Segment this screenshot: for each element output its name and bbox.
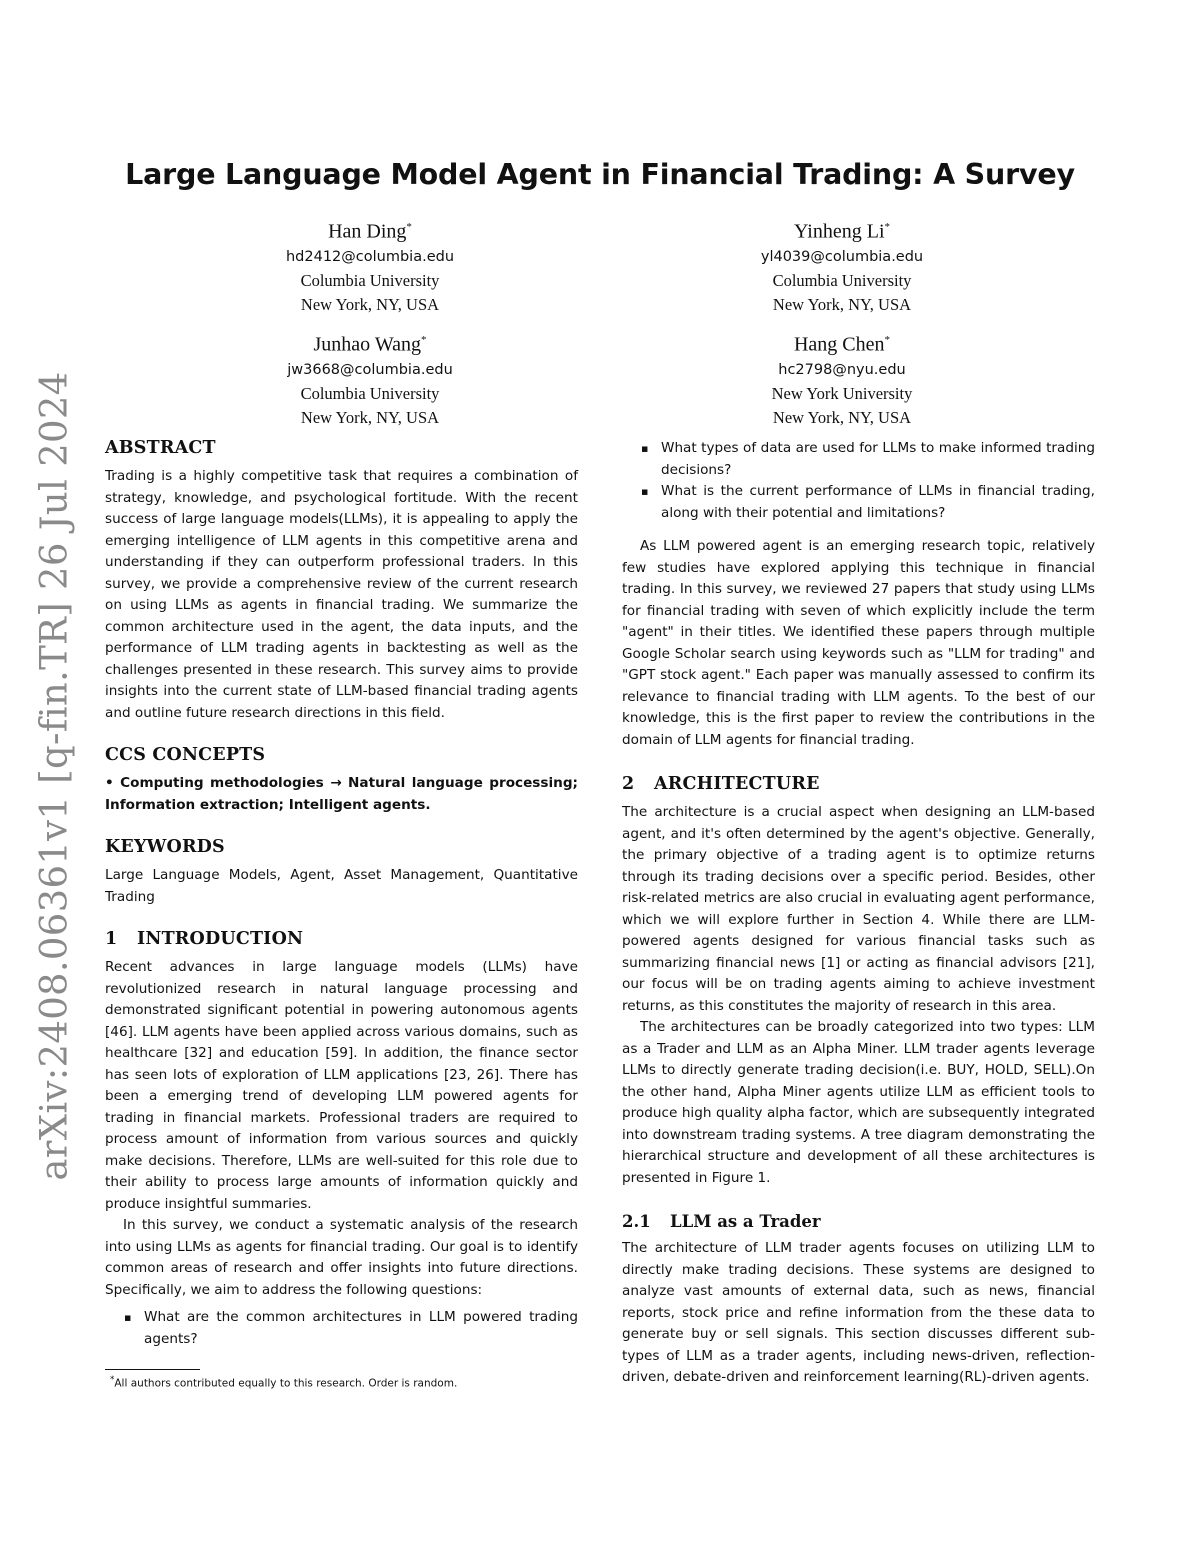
author-affiliation: Columbia University <box>772 271 912 291</box>
author-location: New York, NY, USA <box>300 407 440 427</box>
author-name: Hang Chen <box>793 333 885 356</box>
author-affiliation: Columbia University <box>300 384 440 404</box>
author-location: New York, NY, USA <box>772 294 912 314</box>
introduction-paragraph-3: As LLM powered agent is an emerging research topic, relatively few studies have explored applying this technique in financial trading. In this survey, we reviewed 27 papers that study using LLMs for financial trading with seven of which explicitly include the term "agent" in their titles. We identified these papers through multiple Google Scholar search using keywords such as "LLM for trading" and "GPT stock agent." Each paper was manually assessed to confirm its relevance to financial trading with LLM agents. To the best of our knowledge, this is the first paper to review the contributions in the domain of LLM agents for financial trading. <box>622 538 1095 748</box>
question-item: ▪ What are the common architectures in LLM powered trading agents? <box>144 1307 578 1350</box>
trader-paragraph-1: The architecture of LLM trader agents focuses on utilizing LLM to directly make trading decisions. These systems are designed to analyze vast amounts of external data, such as news, financial reports, stock price and refine information from the these data to generate buy or sell signals. This section discusses different sub-types of LLM as a trader agents, including news-driven, reflection-driven, debate-driven and reinforcement learning(RL)-driven agents. <box>622 1240 1095 1385</box>
section-title: ARCHITECTURE <box>654 774 820 794</box>
architecture-paragraph-1: The architecture is a crucial aspect when designing an LLM-based agent, and it's often determined by the agent's objective. Generally, the primary objective of a trading agent is to optimize returns through its trading decisions over a specific period. Besides, other risk-related metrics are also crucial in evaluating agent performance, which we will explore further in Section 4. While there are LLM-powered agents designed for various financial tasks such as summarizing financial news [1] or acting as financial advisors [21], our focus will be on trading agents aiming to achieve investment returns, as this constitutes the majority of research in this area. <box>622 804 1095 1014</box>
author-affiliation: Columbia University <box>300 271 440 291</box>
keywords-text: Large Language Models, Agent, Asset Management, Quantitative Trading <box>105 867 578 905</box>
author-marker: * <box>884 334 891 346</box>
question-item: ▪ What is the current performance of LLMs in financial trading, along with their potential and limitations? <box>661 481 1095 524</box>
ccs-heading: CCS CONCEPTS <box>105 745 266 765</box>
author-email[interactable]: yl4039@columbia.edu <box>760 248 924 265</box>
section-title: INTRODUCTION <box>137 929 304 949</box>
footnote-rule <box>105 1369 200 1370</box>
keywords-heading: KEYWORDS <box>105 837 225 857</box>
question-list <box>105 1307 578 1350</box>
footnote-marker: * <box>110 1375 115 1385</box>
trader-subsection-heading <box>622 1210 1095 1234</box>
introduction-paragraph-2: In this survey, we conduct a systematic analysis of the research into using LLMs as agents for financial trading. Our goal is to identify common areas of research and offer insights into future directions. Specifically, we aim to address the following questions: <box>105 1217 578 1298</box>
author-email[interactable]: jw3668@columbia.edu <box>287 361 453 378</box>
introduction-heading <box>105 927 578 951</box>
left-column <box>105 436 578 1350</box>
author-marker: * <box>884 221 891 233</box>
footnote-text: All authors contributed equally to this research. Order is random. <box>114 1377 458 1390</box>
author-affiliation: New York University <box>771 384 913 404</box>
subsection-number: 2.1 <box>622 1212 651 1231</box>
introduction-paragraph-1: Recent advances in large language models (LLMs) have revolutionized research in natural language processing and demonstrated significant potential in powering autonomous agents [46]. LLM agents have been applied across various domains, such as healthcare [32] and education [59]. In addition, the finance sector has seen lots of exploration of LLM applications [23, 26]. There has been a emerging trend of developing LLM powered agents for trading in financial markets. Professional traders are required to process amount of information from various sources and quickly make decisions. Therefore, LLMs are well-suited for this role due to their ability to process large amounts of information quickly and produce insightful summaries. <box>105 959 578 1212</box>
footnote <box>110 1375 457 1390</box>
author-name: Junhao Wang <box>313 333 421 356</box>
author-block <box>632 213 1052 316</box>
section-number: 2 <box>622 774 635 794</box>
right-column <box>622 438 1095 1389</box>
author-location: New York, NY, USA <box>772 407 912 427</box>
architecture-paragraph-2: The architectures can be broadly categorized into two types: LLM as a Trader and LLM as an Alpha Miner. LLM trader agents leverage LLMs to directly generate trading decision(i.e. BUY, HOLD, SELL).On the other hand, Alpha Miner agents utilize LLM as efficient tools to produce high quality alpha factor, which are subsequently integrated into downstream trading systems. A tree diagram demonstrating the hierarchical structure and development of all these architectures is presented in Figure 1. <box>622 1019 1095 1186</box>
abstract-text: Trading is a highly competitive task that requires a combination of strategy, knowledge, and psychological fortitude. With the recent success of large language models(LLMs), it is appealing to apply the emerging intelligence of LLM agents in this competitive arena and understanding if they can outperform professional traders. In this survey, we provide a comprehensive review of the current research on using LLMs as agents in financial trading. We summarize the common architecture used in the agent, the data inputs, and the performance of LLM trading agents in backtesting as well as the challenges presented in these research. This survey aims to provide insights into the current state of LLM-based financial trading agents and outline future research directions in this field. <box>105 468 578 721</box>
author-block <box>160 213 580 316</box>
ccs-text: • Computing methodologies → Natural language processing; Information extraction; Intelligent agents. <box>105 775 578 813</box>
author-name: Yinheng Li <box>793 220 885 243</box>
author-block <box>632 326 1052 429</box>
architecture-heading <box>622 772 1095 796</box>
author-block <box>160 326 580 429</box>
abstract-heading: ABSTRACT <box>105 438 216 458</box>
paper-title: Large Language Model Agent in Financial Trading: A Survey <box>125 158 1075 191</box>
arxiv-identifier: arXiv:2408.06361v1 [q-fin.TR] 26 Jul 2024 <box>32 371 76 1181</box>
author-marker: * <box>420 334 427 346</box>
author-location: New York, NY, USA <box>300 294 440 314</box>
subsection-title: LLM as a Trader <box>670 1212 821 1231</box>
author-email[interactable]: hd2412@columbia.edu <box>285 248 455 265</box>
author-email[interactable]: hc2798@nyu.edu <box>778 361 906 378</box>
question-item: ▪ What types of data are used for LLMs to make informed trading decisions? <box>661 438 1095 481</box>
author-marker: * <box>406 221 412 233</box>
author-name: Han Ding <box>328 220 407 243</box>
question-list-continued <box>622 438 1095 524</box>
section-number: 1 <box>105 929 118 949</box>
